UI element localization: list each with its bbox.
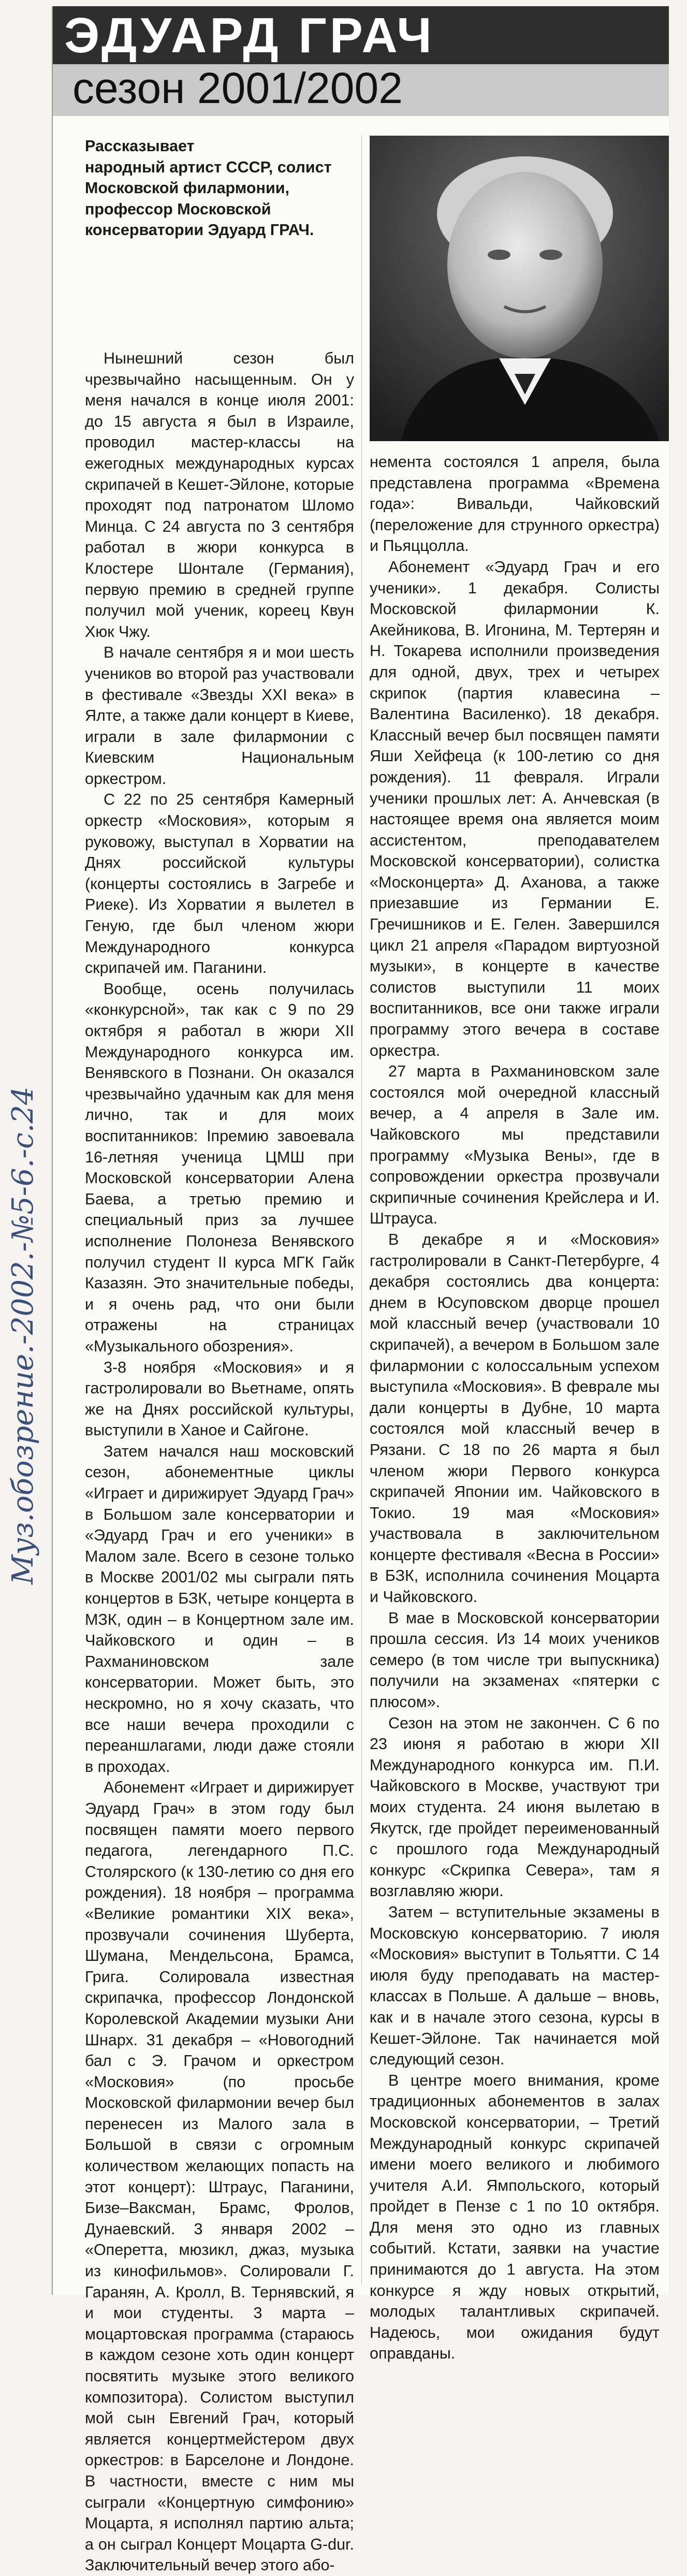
newspaper-clipping [52, 6, 669, 2574]
masthead [53, 6, 669, 116]
paragraph: Сезон на этом не закончен. С 6 по 23 июня я работаю в жюри XII Международного конкурса им. П.И. Чайковского в Москве, участвуют три моих студента. 24 июня вылетаю в Якутск, где пройдет переименованный с прошлого года Международный конкурс «Скрипка Севера», там я возглавляю жюри. [370, 1714, 660, 1900]
article-title: ЭДУАРД ГРАЧ [64, 8, 435, 63]
paragraph: В мае в Московской консерватории прошла сессия. Из 14 моих учеников семеро (в том числе три выпускника) получили на экзаменах «пятерки с плюсом». [370, 1609, 660, 1711]
paragraph: Вообще, осень получилась «конкурсной», так как с 9 по 29 октября я работал в жюри XII Международного конкурса им. Венявского в Познани. Он оказался чрезвычайно удачным как для меня лично, так и для моих воспитанников: Iпремию завоевала 16-летняя ученица ЦМШ при Московской консерватории Алена Баева, а третью премию и специальный приз за лучшее исполнение Полонеза Венявского получил студент II курса МГК Гайк Казазян. Это значительные победы, и я очень рад, что они были отражены на страницах «Музыкального обозрения». [85, 980, 354, 1355]
column-left [85, 348, 354, 2576]
paragraph: Нынешний сезон был чрезвычайно насыщенным. Он у меня начался в конце июля 2001: до 15 августа я был в Израиле, проводил мастер-классы на ежегодных международных курсах скрипачей в Кешет-Эйлоне, которые проходят под патронатом Шломо Минца. С 24 августа по 3 сентября работал в жюри конкурса в Клостере Шонтале (Германия), первую премию в средней группе получил мой ученик, кореец Квун Хюк Чжу. [85, 350, 354, 641]
handwritten-margin-note [0, 611, 40, 1595]
paragraph: Абонемент «Играет и дирижирует Эдуард Грач» в этом году был посвящен памяти моего первого педагога, легендарного П.С. Столярского (к 130-летию со дня его рождения). 18 ноября – программа «Великие романтики XIX века», прозвучали сочинения Шуберта, Шумана, Мендельсона, Брамса, Грига. Солировала известная скрипачка, профессор Лондонской Королевской Академии музыки Ани Шнарх. 31 декабря – «Новогодний бал с Э. Грачом и оркестром «Московия» (по просьбе Московской филармонии вечер был перенесен из Малого зала в Большой в связи с огромным количеством желающих попасть на этот концерт): Штраус, Паганини, Бизе–Ваксман, Брамс, Фролов, Дунаевский. 3 января 2002 – «Оперетта, мюзикл, джаз, музыка из кинофильмов». Солировали Г. Гаранян, А. Кролл, В. Тернявский, я и мои студенты. 3 марта – моцартовская программа (стараюсь в каждом сезоне хоть один концерт посвятить музыке этого великого композитора). Солистом выступил мой сын Евгений Грач, который является концертмейстером двух оркестров: в Барселоне и Лондоне. В частности, вместе с ним мы сыграли «Концертную симфонию» Моцарта, я исполнял партию альта; а он сыграл Концерт Моцарта G-dur. Заключительный вечер этого або- [85, 1779, 354, 2574]
paragraph: немента состоялся 1 апреля, была представлена программа «Времена года»: Вивальди, Чайковский (переложение для струнного оркестра) и Пьяццолла. [370, 453, 660, 555]
paragraph: В начале сентября я и мои шесть учеников во второй раз участвовали в фестивале «Звезды XXI века» в Ялте, а также дали концерт в Киеве, играли в зале филармонии с Киевским Национальным оркестром. [85, 644, 354, 788]
paragraph: В центре моего внимания, кроме традиционных абонементов в залах Московской консерватории, – Третий Международный конкурс скрипачей имени моего великого и любимого учителя А.И. Ямпольского, который пройдет в Пензе с 1 по 10 октября. Для меня это одно из главных событий. Кстати, заявки на участие принимаются до 1 августа. На этом конкурсе я жду новых открытий, молодых талантливых скрипачей. Надеюсь, мои ожидания будут оправданы. [370, 2071, 660, 2363]
paragraph: Абонемент «Эдуард Грач и его ученики». 1 декабря. Солисты Московской филармонии К. Акейникова, В. Игонина, М. Тертерян и Н. Токарева исполнили произведения для одной, двух, трех и четырех скрипок (партия клавесина – Валентина Василенко). 18 декабря. Классный вечер был посвящен памяти Яши Хейфеца (к 100-летию со дня рождения). 11 февраля. Играли ученики прошлых лет: А. Анчевская (в настоящее время она является моим ассистентом, преподавателем Московской консерватории), солистка «Москонцерта» Д. Аханова, а также приезавшие из Германии Е. Гречишников и Е. Гелен. Завершился цикл 21 апреля «Парадом виртуозной музыки», в концерте в качестве солистов выступили 11 моих воспитанников, все они также играли программу этого вечера в составе оркестра. [370, 558, 660, 1059]
column-right [370, 452, 660, 2364]
article-subtitle: сезон 2001/2002 [72, 64, 403, 112]
paragraph: В декабре я и «Московия» гастролировали в Санкт-Петербурге, 4 декабря состоялись два концерта: днем в Юсуповском дворце прошел мой классный вечер (участвовали 10 скрипачей), а вечером в Большом зале филармонии с колоссальным успехом выступила «Московия». В феврале мы дали концерты в Дубне, 10 марта состоялся мой классный вечер в Рязани. С 18 по 26 марта я был членом жюри Первого конкурса скрипачей Японии им. Чайковского в Токио. 19 мая «Московия» участвовала в заключительном концерте фестиваля «Весна в России» в БЗК, исполнила сочинения Моцарта и Чайковского. [370, 1230, 660, 1606]
paragraph: 3-8 ноября «Московия» и я гастролировали во Вьетнаме, опять же на Днях российской культуры, выступили в Ханое и Сайгоне. [85, 1358, 354, 1439]
paragraph: Затем начался наш московский сезон, абонементные циклы «Играет и дирижирует Эдуард Грач» в Большом зале консерватории и «Эдуард Грач и его ученики» в Малом зале. Всего в сезоне только в Москве 2001/02 мы сыграли пять концертов в БЗК, четыре концерта в МЗК, один – в Концертном зале им. Чайковского и один – в Рахманиновском зале консерватории. Может быть, это нескромно, но я хочу сказать, что все наши вечера проходили с переаншлагами, люди даже стояли в проходах. [85, 1442, 354, 1775]
season-band [53, 64, 669, 116]
intro-block [85, 136, 354, 241]
column-divider [361, 136, 362, 2284]
intro-author: народный артист СССР, солист Московской филармонии, профессор Московской консерватории Эдуард ГРАЧ. [85, 158, 332, 239]
portrait-photo [370, 136, 669, 441]
portrait-image [370, 136, 669, 441]
intro-lead: Рассказывает [85, 137, 195, 155]
paragraph: Затем – вступительные экзамены в Московскую консерваторию. 7 июля «Московия» выступит в Тольятти. С 14 июля буду преподавать на мастер-классах в Польше. А дальше – вновь, как и в начале этого сезона, курсы в Кешет-Эйлоне. Так начинается мой следующий сезон. [370, 1903, 660, 2069]
handwritten-citation: Муз.обозрение.-2002.-№5-6.-с.24 [6, 1086, 40, 1584]
paragraph: 27 марта в Рахманиновском зале состоялся мой очередной классный вечер, а 4 апреля в Зале им. Чайковского мы представили программу «Музыка Вены», где в сопровождении оркестра прозвучали скрипичные сочинения Крейслера и И. Штрауса. [370, 1063, 660, 1228]
paragraph: С 22 по 25 сентября Камерный оркестр «Московия», которым я руковожу, выступал в Хорватии на Днях российской культуры (концерты состоялись в Загребе и Риеке). Из Хорватии я вылетел в Геную, где был членом жюри Международного конкурса скрипачей им. Паганини. [85, 791, 354, 977]
